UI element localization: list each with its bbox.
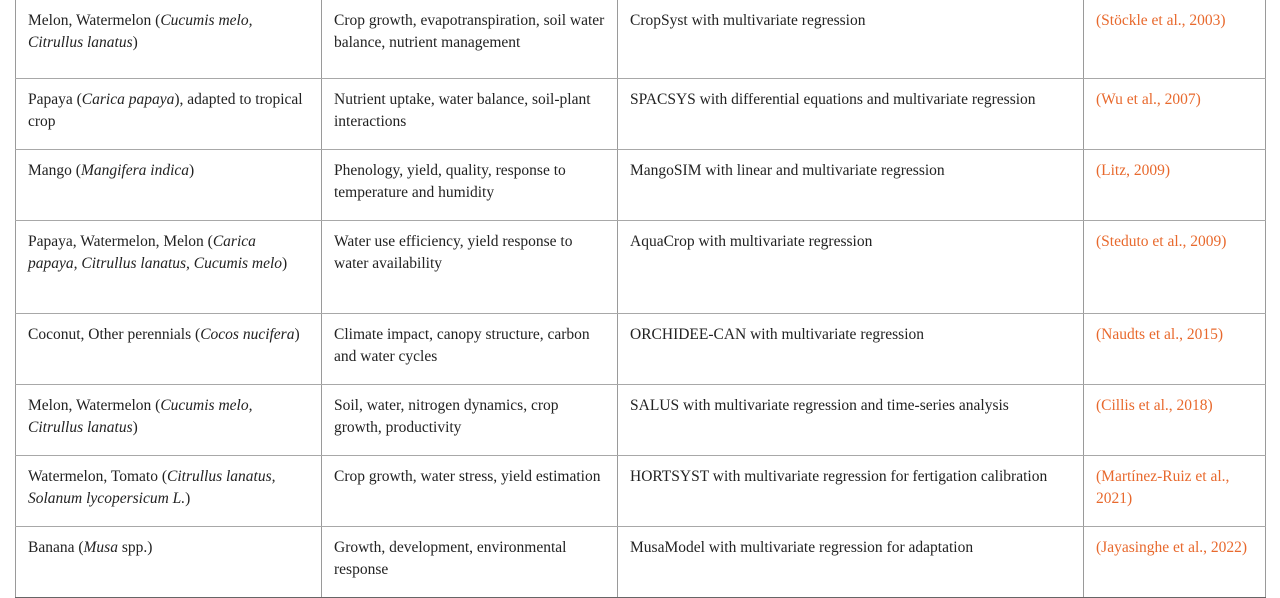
- reference-link[interactable]: (Steduto et al., 2009): [1084, 221, 1266, 314]
- crop-cell: [16, 527, 322, 598]
- crop-name: Papaya (: [28, 91, 82, 108]
- crop-name: ): [132, 419, 138, 436]
- focus-cell: Phenology, yield, quality, response to temperature and humidity: [322, 150, 618, 221]
- model-cell: MusaModel with multivariate regression for adaptation: [618, 527, 1084, 598]
- model-cell: AquaCrop with multivariate regression: [618, 221, 1084, 314]
- model-cell: SALUS with multivariate regression and time-series analysis: [618, 385, 1084, 456]
- table-row: [16, 150, 1266, 221]
- crop-name: Melon, Watermelon (: [28, 397, 161, 414]
- crop-models-table: [15, 0, 1266, 598]
- reference-link[interactable]: (Stöckle et al., 2003): [1084, 0, 1266, 79]
- species-name: Cucumis melo, Citrullus lanatus: [28, 397, 253, 436]
- model-cell: MangoSIM with linear and multivariate regression: [618, 150, 1084, 221]
- crop-name: ): [185, 490, 191, 507]
- table-row: [16, 527, 1266, 598]
- model-cell: CropSyst with multivariate regression: [618, 0, 1084, 79]
- reference-link[interactable]: (Naudts et al., 2015): [1084, 314, 1266, 385]
- reference-link[interactable]: (Wu et al., 2007): [1084, 79, 1266, 150]
- crop-cell: [16, 385, 322, 456]
- species-name: Cucumis melo, Citrullus lanatus: [28, 12, 253, 51]
- focus-cell: Nutrient uptake, water balance, soil-plant interactions: [322, 79, 618, 150]
- table-row: [16, 314, 1266, 385]
- crop-name: ), adapted to tropical crop: [28, 91, 303, 130]
- crop-name: Mango (: [28, 162, 81, 179]
- table-row: [16, 221, 1266, 314]
- species-name: Carica papaya, Citrullus lanatus, Cucumis melo: [28, 233, 283, 272]
- focus-cell: Water use efficiency, yield response to water availability: [322, 221, 618, 314]
- crop-name: Coconut, Other perennials (: [28, 326, 201, 343]
- crop-name: Watermelon, Tomato (: [28, 468, 167, 485]
- crop-cell: [16, 221, 322, 314]
- species-name: Musa: [83, 539, 118, 556]
- crop-cell: [16, 456, 322, 527]
- table-row: [16, 385, 1266, 456]
- species-name: Mangifera indica: [80, 162, 190, 179]
- focus-cell: Soil, water, nitrogen dynamics, crop growth, productivity: [322, 385, 618, 456]
- crop-cell: [16, 150, 322, 221]
- reference-link[interactable]: (Martínez-Ruiz et al., 2021): [1084, 456, 1266, 527]
- crop-name: Banana (: [28, 539, 84, 556]
- crop-cell: [16, 79, 322, 150]
- reference-link[interactable]: (Jayasinghe et al., 2022): [1084, 527, 1266, 598]
- crop-name: Papaya, Watermelon, Melon (: [28, 233, 213, 250]
- species-name: Citrullus lanatus, Solanum lycopersicum L.: [28, 468, 276, 507]
- reference-link[interactable]: (Cillis et al., 2018): [1084, 385, 1266, 456]
- crop-cell: [16, 314, 322, 385]
- focus-cell: Growth, development, environmental response: [322, 527, 618, 598]
- crop-name: ): [132, 34, 138, 51]
- model-cell: ORCHIDEE-CAN with multivariate regression: [618, 314, 1084, 385]
- model-cell: SPACSYS with differential equations and multivariate regression: [618, 79, 1084, 150]
- table-row: [16, 0, 1266, 79]
- crop-name: spp.): [117, 539, 153, 556]
- focus-cell: Climate impact, canopy structure, carbon and water cycles: [322, 314, 618, 385]
- species-name: Cocos nucifera: [200, 326, 295, 343]
- table-row: [16, 79, 1266, 150]
- crop-name: ): [282, 255, 288, 272]
- reference-link[interactable]: (Litz, 2009): [1084, 150, 1266, 221]
- crop-cell: [16, 0, 322, 79]
- species-name: Carica papaya: [81, 91, 175, 108]
- focus-cell: Crop growth, water stress, yield estimation: [322, 456, 618, 527]
- model-cell: HORTSYST with multivariate regression for fertigation calibration: [618, 456, 1084, 527]
- crop-name: ): [189, 162, 195, 179]
- crop-name: ): [294, 326, 300, 343]
- table-row: [16, 456, 1266, 527]
- crop-name: Melon, Watermelon (: [28, 12, 161, 29]
- focus-cell: Crop growth, evapotranspiration, soil water balance, nutrient management: [322, 0, 618, 79]
